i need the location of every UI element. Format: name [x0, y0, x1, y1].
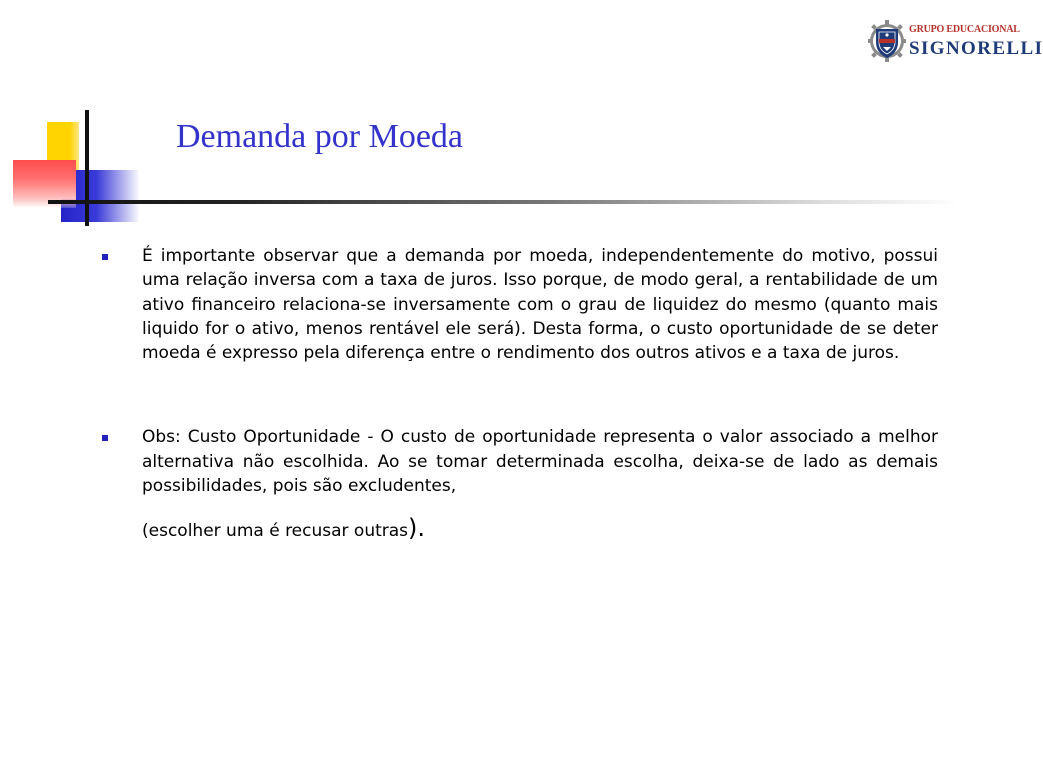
- bullet-item: [100, 244, 938, 365]
- bullet-item: [100, 425, 938, 543]
- slide-title: Demanda por Moeda: [176, 118, 464, 155]
- title-underline-rule: [48, 200, 960, 204]
- vertical-rule: [85, 110, 89, 226]
- square-bullet-icon: [102, 435, 108, 441]
- crest-icon: [868, 20, 906, 62]
- logo-subtitle: GRUPO EDUCACIONAL: [909, 24, 1020, 35]
- logo-name: SIGNORELLI: [909, 38, 1043, 59]
- bullet-last-line-text: (escolher uma é recusar outras: [142, 521, 409, 542]
- bullet-text: É importante observar que a demanda por moeda, independentemente do motivo, possui uma relação inversa com a taxa de juros. Isso porque, de modo geral, a rentabilidade de um ativo financeiro relaciona-se inversamente com o grau de liquidez do mesmo (quanto mais liquido for o ativo, menos rentável ele será). Desta forma, o custo oportunidade de se deter moeda é expresso pela diferença entre o rendimento dos outros ativos e a taxa de juros.: [142, 246, 938, 364]
- bullet-closing-punctuation: ).: [408, 514, 426, 543]
- decorative-block-graphic: [0, 0, 160, 240]
- bullet-list: [100, 244, 938, 544]
- bullet-text: [142, 425, 938, 543]
- square-bullet-icon: [102, 254, 108, 260]
- signorelli-logo: [868, 18, 1043, 64]
- bullet-text-last-line: [142, 516, 938, 543]
- bullet-text-main: Obs: Custo Oportunidade - O custo de oportunidade representa o valor associado a melhor alternativa não escolhida. Ao se tomar determinada escolha, deixa-se de lado as demais possibilidades, pois são excludentes,: [142, 427, 938, 497]
